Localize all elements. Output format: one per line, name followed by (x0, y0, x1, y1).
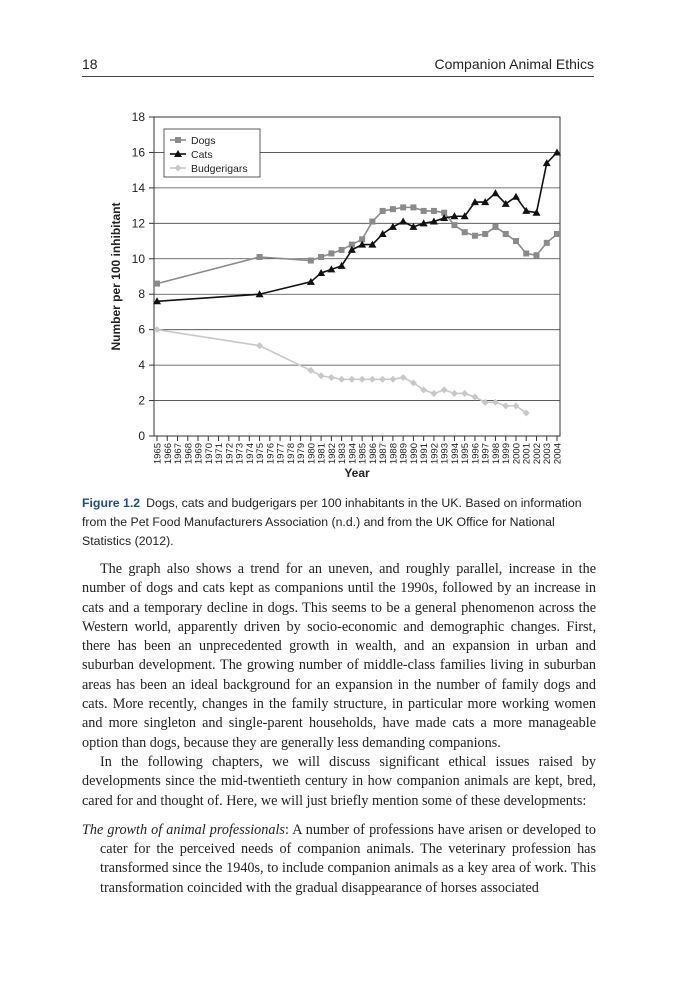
data-point-cats (512, 193, 520, 200)
line-chart (82, 100, 594, 480)
x-tick-label: 1999 (501, 443, 513, 465)
data-point-cats (399, 218, 407, 225)
x-tick-label: 1973 (234, 443, 246, 465)
paragraph-3-text: : A number of professions have arisen or developed to cater for the perceived needs of companion animals. The veterinary profession has transformed since the 1940s, to include companion animals as a key area of work. This transformation coincided with the gradual disappearance of horses associated (100, 821, 596, 896)
x-tick-label: 1972 (224, 443, 236, 465)
x-tick-label: 1983 (337, 443, 349, 465)
data-point-budgerigars (471, 394, 478, 401)
data-point-dogs (523, 250, 529, 256)
y-tick-label: 4 (138, 358, 145, 373)
legend-label-dogs: Dogs (191, 135, 216, 147)
x-tick-label: 2002 (531, 443, 543, 465)
data-point-budgerigars (492, 399, 499, 406)
x-tick-label: 1974 (244, 443, 256, 465)
legend-label-cats: Cats (191, 149, 213, 161)
page-header (82, 52, 594, 77)
x-tick-label: 1979 (296, 443, 308, 465)
x-tick-label: 1976 (265, 443, 277, 465)
paragraph-3 (82, 821, 596, 898)
data-point-dogs (472, 233, 478, 239)
x-tick-label: 1992 (429, 443, 441, 465)
data-point-cats (389, 223, 397, 230)
data-point-dogs (554, 231, 560, 237)
data-point-budgerigars (400, 374, 407, 381)
x-tick-label: 1967 (173, 443, 185, 465)
x-tick-label: 1993 (439, 443, 451, 465)
data-point-dogs (154, 281, 160, 287)
data-point-dogs (390, 206, 396, 212)
data-point-dogs (492, 224, 498, 230)
x-tick-label: 1968 (183, 443, 195, 465)
x-tick-label: 1980 (306, 443, 318, 465)
data-point-dogs (400, 204, 406, 210)
x-tick-label: 1987 (378, 443, 390, 465)
body-text (82, 560, 596, 898)
data-point-budgerigars (338, 376, 345, 383)
y-tick-label: 18 (131, 110, 145, 124)
data-point-budgerigars (441, 386, 448, 393)
data-point-dogs (513, 238, 519, 244)
data-point-budgerigars (256, 342, 263, 349)
data-point-dogs (431, 208, 437, 214)
data-point-budgerigars (328, 374, 335, 381)
x-tick-label: 1994 (449, 443, 461, 465)
x-tick-label: 1977 (275, 443, 287, 465)
data-point-budgerigars (318, 372, 325, 379)
data-point-budgerigars (348, 376, 355, 383)
y-tick-label: 10 (131, 251, 145, 266)
data-point-budgerigars (389, 376, 396, 383)
x-tick-label: 1997 (480, 443, 492, 465)
x-tick-label: 1965 (152, 443, 164, 465)
data-point-budgerigars (154, 326, 161, 333)
data-point-budgerigars (482, 399, 489, 406)
y-tick-label: 2 (138, 393, 145, 408)
data-point-dogs (328, 250, 334, 256)
y-tick-label: 6 (138, 322, 145, 337)
series-line-dogs (157, 207, 557, 283)
y-tick-label: 0 (138, 429, 145, 443)
x-tick-label: 1995 (460, 443, 472, 465)
x-tick-label: 1991 (419, 443, 431, 465)
data-point-dogs (410, 204, 416, 210)
y-tick-label: 14 (131, 180, 145, 195)
caption-text: Dogs, cats and budgerigars per 100 inhabitants in the UK. Based on information from the Pet Food Manufacturers Association (n.d.) and from the UK Office for National Statistics (2012). (82, 496, 582, 548)
data-point-dogs (339, 247, 345, 253)
x-tick-label: 1989 (398, 443, 410, 465)
paragraph-3-title: The growth of animal professionals (82, 821, 285, 838)
y-tick-label: 16 (131, 145, 145, 160)
x-tick-label: 1981 (316, 443, 328, 465)
data-point-dogs (503, 231, 509, 237)
data-point-budgerigars (379, 376, 386, 383)
data-point-dogs (462, 229, 468, 235)
x-tick-label: 2001 (521, 443, 533, 465)
data-point-budgerigars (369, 376, 376, 383)
data-point-budgerigars (307, 367, 314, 374)
figure-label: Figure 1.2 (82, 496, 141, 510)
data-point-budgerigars (359, 376, 366, 383)
data-point-dogs (369, 219, 375, 225)
data-point-dogs (308, 258, 314, 264)
legend-label-budgerigars: Budgerigars (191, 163, 248, 175)
x-tick-label: 1986 (367, 443, 379, 465)
data-point-dogs (421, 208, 427, 214)
x-tick-label: 1978 (285, 443, 297, 465)
x-tick-label: 1971 (214, 443, 226, 465)
x-axis-title: Year (344, 466, 370, 480)
legend-marker-dogs (175, 137, 181, 143)
data-point-cats (379, 230, 387, 237)
data-point-dogs (482, 231, 488, 237)
x-tick-label: 1966 (162, 443, 174, 465)
x-tick-label: 1984 (347, 443, 359, 465)
x-tick-label: 1996 (470, 443, 482, 465)
data-point-dogs (318, 254, 324, 260)
data-point-dogs (380, 208, 386, 214)
x-tick-label: 1975 (255, 443, 267, 465)
data-point-dogs (257, 254, 263, 260)
data-point-dogs (533, 252, 539, 258)
paragraph-1: The graph also shows a trend for an uneven, and roughly parallel, increase in the number of dogs and cats kept as companions until the 1990s, followed by an increase in cats and a temporary decline in dogs. This seems to be a general phenomenon across the Western world, apparently driven by socio-economic and demographic changes. First, there has been an unprecedented growth in wealth, and an expansion in urban and suburban development. The growing number of middle-class families living in suburban areas has been an ideal background for an expansion in the number of family dogs and cats. More recently, changes in the family structure, in particular more working women and more singleton and single-parent households, have made cats a more manageable option than dogs, because they are generally less demanding companions. (82, 561, 596, 751)
data-point-budgerigars (430, 390, 437, 397)
x-tick-label: 1988 (388, 443, 400, 465)
page-number: 18 (82, 56, 98, 72)
x-tick-label: 1970 (203, 443, 215, 465)
data-point-budgerigars (461, 390, 468, 397)
y-tick-label: 12 (131, 216, 145, 231)
x-tick-label: 1998 (490, 443, 502, 465)
running-title: Companion Animal Ethics (434, 56, 594, 72)
x-tick-label: 2000 (511, 443, 523, 465)
data-point-dogs (451, 222, 457, 228)
data-point-budgerigars (451, 390, 458, 397)
x-tick-label: 2003 (542, 443, 554, 465)
paragraph-2: In the following chapters, we will discuss significant ethical issues raised by developments since the mid-twentieth century in how companion animals are kept, bred, cared for and thought of. Here, we will just briefly mention some of these developments: (82, 753, 596, 809)
x-tick-label: 2004 (552, 443, 564, 465)
y-tick-label: 8 (138, 287, 145, 302)
x-tick-label: 1985 (357, 443, 369, 465)
data-point-budgerigars (502, 402, 509, 409)
figure-caption (82, 494, 596, 551)
y-axis-title: Number per 100 inhibitant (109, 202, 123, 351)
data-point-dogs (544, 240, 550, 246)
x-tick-label: 1969 (193, 443, 205, 465)
x-tick-label: 1982 (326, 443, 338, 465)
data-point-cats (491, 189, 499, 196)
x-tick-label: 1990 (408, 443, 420, 465)
